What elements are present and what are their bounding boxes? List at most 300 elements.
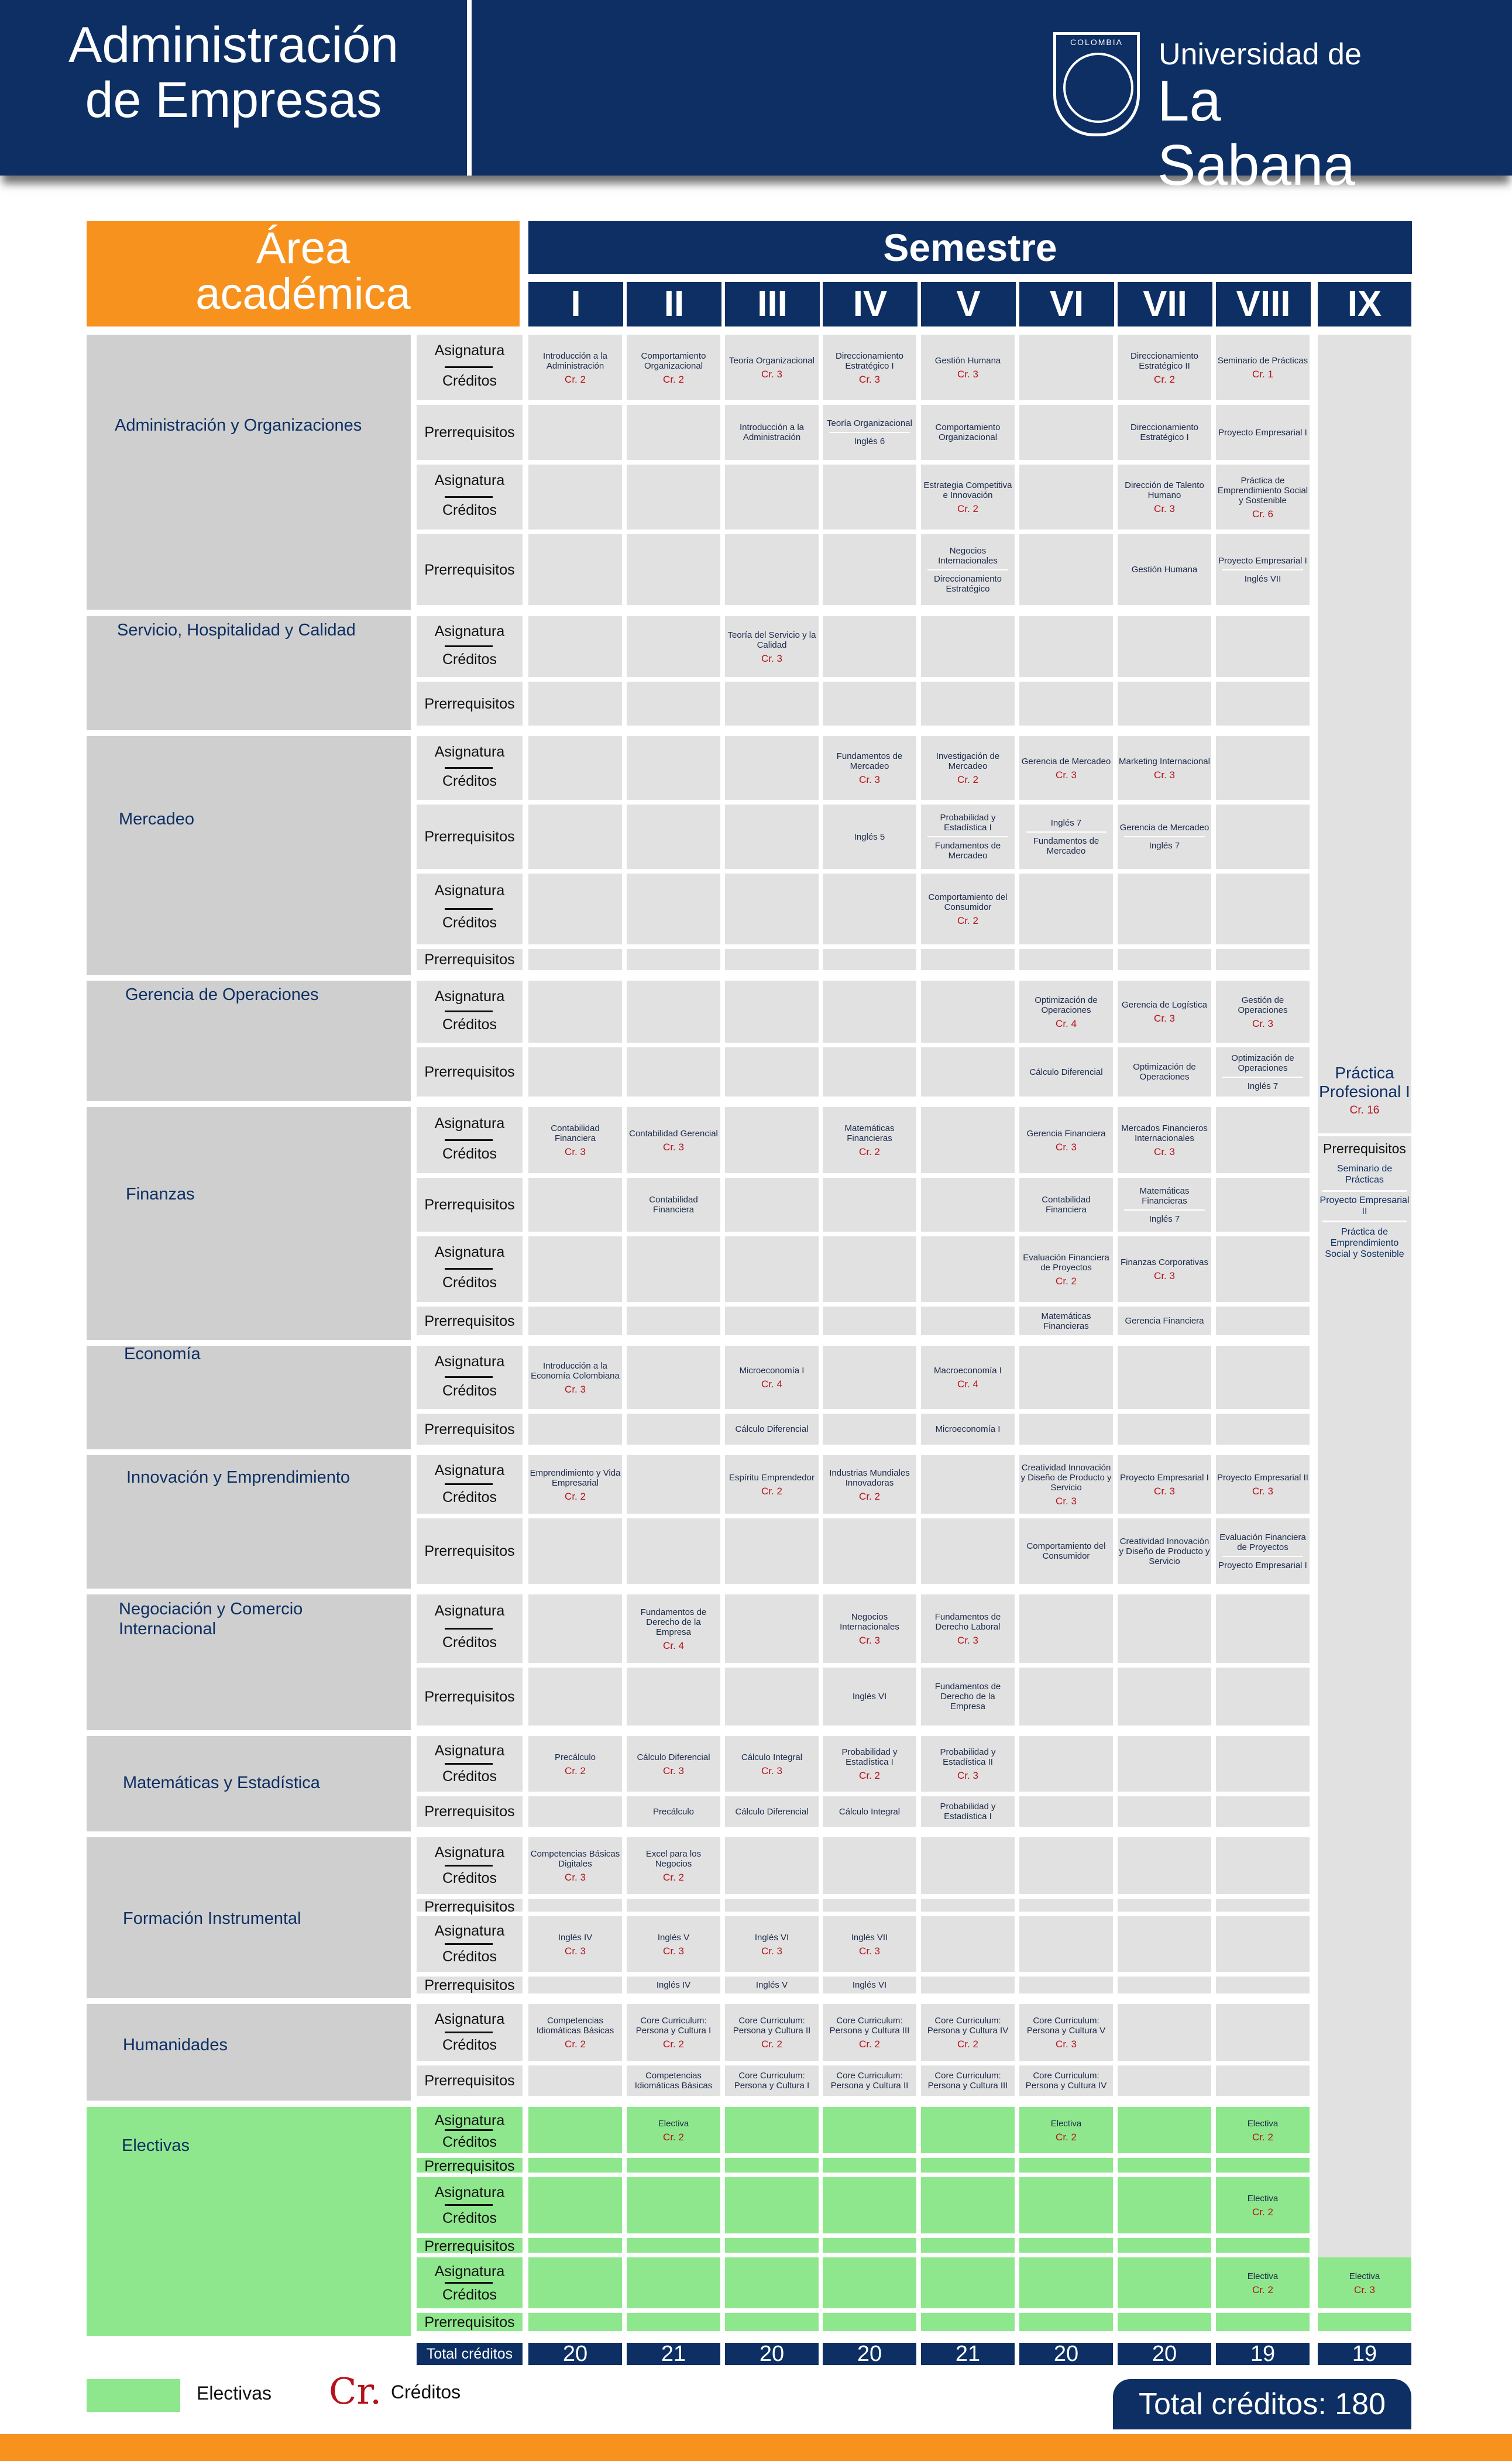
asignatura-creditos-label — [417, 2107, 523, 2153]
course-credits: Cr. 2 — [859, 1146, 880, 1157]
course-name: Contabilidad Gerencial — [629, 1128, 718, 1139]
course-cell — [1019, 1455, 1113, 1514]
empty-cell — [1216, 1346, 1310, 1409]
course-cell — [627, 2107, 720, 2153]
empty-cell — [627, 2238, 720, 2253]
empty-cell — [528, 465, 622, 530]
course-credits: Cr. 3 — [663, 1141, 684, 1153]
empty-cell — [725, 1107, 819, 1173]
course-name: Creatividad Innovación y Diseño de Producto y Servicio — [1020, 1463, 1112, 1493]
course-cell — [823, 1594, 916, 1663]
course-name: Cálculo Diferencial — [637, 1752, 710, 1762]
course-cell — [1118, 1518, 1211, 1584]
prerrequisitos-label-text: Prerrequisitos — [424, 829, 515, 845]
empty-cell — [1216, 1414, 1310, 1445]
semester-header-v: V — [921, 282, 1016, 326]
empty-cell — [1118, 1916, 1211, 1972]
area-name: Electivas — [122, 2136, 190, 2155]
empty-cell — [1216, 736, 1310, 800]
course-credits: Cr. 2 — [663, 1872, 684, 1883]
course-credits: Cr. 3 — [761, 652, 782, 664]
empty-cell — [1216, 2004, 1310, 2061]
prereq-text: Inglés VI — [852, 1692, 887, 1702]
course-name: Inglés V — [657, 1932, 690, 1943]
prereq-text: Inglés VI — [852, 1980, 887, 1990]
area-panel — [87, 1107, 411, 1340]
empty-cell — [528, 1414, 622, 1445]
empty-cell — [627, 736, 720, 800]
course-name: Fundamentos de Mercadeo — [836, 751, 903, 771]
course-cell — [528, 1346, 622, 1409]
course-credits: Cr. 3 — [663, 1765, 684, 1776]
empty-cell — [1019, 1346, 1113, 1409]
empty-cell — [1019, 1736, 1113, 1792]
empty-cell — [725, 682, 819, 726]
course-cell — [1118, 534, 1211, 605]
course-name: Negocios Internacionales — [840, 1612, 899, 1632]
empty-cell — [1216, 2158, 1310, 2173]
creditos-label: Créditos — [442, 773, 497, 790]
course-cell — [823, 1796, 916, 1827]
prereq-text: Contabilidad Financiera — [1042, 1195, 1091, 1215]
empty-cell — [725, 874, 819, 944]
prereq-text: Proyecto Empresarial I — [1218, 1560, 1307, 1570]
empty-cell — [823, 2158, 916, 2173]
course-name: Investigación de Mercadeo — [936, 751, 1000, 771]
empty-cell — [627, 874, 720, 944]
course-credits: Cr. 2 — [565, 1490, 586, 1502]
course-cell — [1118, 981, 1211, 1043]
asignatura-label: Asignatura — [434, 1244, 505, 1261]
course-cell — [921, 736, 1015, 800]
empty-cell — [921, 1837, 1015, 1894]
prerrequisitos-label-text: Prerrequisitos — [424, 2158, 515, 2174]
course-name: Gerencia de Logística — [1122, 1000, 1207, 1010]
empty-cell — [1216, 949, 1310, 970]
asignatura-creditos-label — [417, 736, 523, 800]
course-name: Espíritu Emprendedor — [729, 1473, 815, 1483]
course-name: Gerencia Financiera — [1026, 1128, 1106, 1139]
course-credits: Cr. 3 — [1154, 503, 1175, 514]
prerrequisitos-label — [417, 405, 523, 460]
empty-cell — [823, 1837, 916, 1894]
course-cell — [528, 1736, 622, 1792]
area-name: Finanzas — [126, 1185, 195, 1204]
prerrequisitos-label — [417, 1518, 523, 1584]
course-name: Marketing Internacional — [1119, 756, 1210, 767]
prerrequisitos-label — [417, 2065, 523, 2096]
empty-cell — [1216, 1668, 1310, 1726]
course-cell — [1118, 1307, 1211, 1335]
empty-cell — [528, 1594, 622, 1663]
prereq-text: Inglés 6 — [854, 436, 885, 446]
course-credits: Cr. 4 — [957, 1379, 978, 1390]
empty-cell — [627, 682, 720, 726]
empty-cell — [823, 981, 916, 1043]
empty-cell — [627, 1455, 720, 1514]
area-name: Mercadeo — [119, 810, 194, 829]
course-cell — [1118, 1047, 1211, 1097]
empty-cell — [921, 2177, 1015, 2233]
empty-cell — [1118, 2238, 1211, 2253]
prereq-text: Introducción a la Administración — [739, 422, 805, 442]
program-title-line2: de Empresas — [85, 72, 382, 128]
prerrequisitos-label — [417, 1668, 523, 1726]
empty-cell — [1118, 874, 1211, 944]
cell-separator — [927, 569, 1008, 570]
empty-cell — [823, 949, 916, 970]
empty-cell — [1019, 2313, 1113, 2331]
empty-cell — [725, 2313, 819, 2331]
course-credits: Cr. 2 — [957, 2039, 978, 2050]
course-name: Electiva — [1247, 2194, 1279, 2204]
empty-cell — [823, 2177, 916, 2233]
empty-cell — [1118, 949, 1211, 970]
label-underline — [445, 1865, 493, 1867]
prerrequisitos-label — [417, 682, 523, 726]
empty-cell — [1216, 1837, 1310, 1894]
course-cell — [627, 1977, 720, 1993]
empty-cell — [1019, 616, 1113, 677]
prerrequisitos-label-text: Prerrequisitos — [424, 1803, 515, 1820]
ix-separator — [1318, 1133, 1411, 1136]
course-name: Electiva — [658, 2118, 689, 2129]
course-credits: Cr. 4 — [1056, 1018, 1077, 1029]
empty-cell — [1118, 1736, 1211, 1792]
empty-cell — [725, 2238, 819, 2253]
empty-cell — [1019, 405, 1113, 460]
empty-cell — [725, 2177, 819, 2233]
total-creditos-semester-iii: 20 — [725, 2343, 819, 2365]
course-credits: Cr. 2 — [957, 774, 978, 785]
practica-profesional-title: Práctica Profesional I — [1319, 1064, 1410, 1101]
total-creditos-semester-ii: 21 — [627, 2343, 720, 2365]
asignatura-label: Asignatura — [434, 744, 505, 761]
empty-cell — [1118, 1899, 1211, 1912]
empty-cell — [1118, 2177, 1211, 2233]
empty-cell — [1019, 1668, 1113, 1726]
asignatura-creditos-label — [417, 1455, 523, 1514]
course-cell — [921, 1736, 1015, 1792]
course-cell — [921, 805, 1015, 869]
prereq-text: Probabilidad y Estadística I — [940, 813, 996, 833]
empty-cell — [1216, 874, 1310, 944]
prereq-text: Optimización de Operaciones — [1133, 1062, 1196, 1082]
course-cell — [1216, 1455, 1310, 1514]
prerrequisitos-label-text: Prerrequisitos — [424, 1899, 515, 1915]
label-underline — [445, 2129, 493, 2131]
empty-cell — [1118, 1414, 1211, 1445]
total-creditos-semester-vi: 20 — [1019, 2343, 1113, 2365]
legend-creditos-label: Créditos — [391, 2381, 461, 2402]
empty-cell — [528, 2065, 622, 2096]
prereq-text: Optimización de Operaciones — [1231, 1053, 1294, 1073]
prerrequisitos-label-text: Prerrequisitos — [424, 1543, 515, 1559]
label-underline — [445, 1483, 493, 1485]
empty-cell — [725, 465, 819, 530]
course-cell — [921, 1346, 1015, 1409]
empty-cell — [627, 981, 720, 1043]
area-panel — [87, 736, 411, 975]
asignatura-label: Asignatura — [434, 1115, 505, 1132]
course-cell — [1118, 805, 1211, 869]
course-name: Teoría del Servicio y la Calidad — [727, 630, 816, 650]
empty-cell — [627, 1307, 720, 1335]
prerrequisitos-label-text: Prerrequisitos — [424, 951, 515, 968]
asignatura-label: Asignatura — [434, 1742, 505, 1759]
asignatura-creditos-label — [417, 981, 523, 1043]
program-title-line1: Administración — [68, 17, 398, 73]
course-name: Inglés VI — [754, 1932, 789, 1943]
prereq-text: Direccionamiento Estratégico I — [1130, 422, 1198, 442]
course-credits: Cr. 2 — [957, 503, 978, 514]
area-heading-line2: académica — [195, 269, 411, 319]
empty-cell — [725, 1307, 819, 1335]
area-panel — [87, 335, 411, 610]
prerrequisitos-label — [417, 1047, 523, 1097]
total-creditos-semester-viii: 19 — [1216, 2343, 1310, 2365]
empty-cell — [1118, 1668, 1211, 1726]
course-name: Probabilidad y Estadística II — [940, 1747, 996, 1767]
course-cell — [1318, 2257, 1411, 2308]
course-cell — [725, 405, 819, 460]
course-cell — [1216, 405, 1310, 460]
asignatura-creditos-label — [417, 1236, 523, 1302]
prereq-text: Competencias Idiomáticas Básicas — [634, 2071, 713, 2091]
empty-cell — [528, 616, 622, 677]
empty-cell — [1216, 1916, 1310, 1972]
empty-cell — [1019, 1977, 1113, 1993]
empty-cell — [921, 1178, 1015, 1232]
asignatura-label: Asignatura — [434, 1603, 505, 1620]
prerrequisitos-label-text: Prerrequisitos — [424, 1064, 515, 1080]
header-bar — [0, 0, 1512, 197]
course-cell — [1216, 981, 1310, 1043]
empty-cell — [1019, 1414, 1113, 1445]
empty-cell — [528, 2107, 622, 2153]
course-credits: Cr. 2 — [1252, 2284, 1273, 2295]
course-cell — [921, 1796, 1015, 1827]
empty-cell — [921, 2257, 1015, 2308]
empty-cell — [823, 1236, 916, 1302]
course-cell — [627, 1837, 720, 1894]
prerrequisitos-label-text: Prerrequisitos — [424, 424, 515, 441]
course-credits: Cr. 3 — [1252, 1486, 1273, 1497]
asignatura-creditos-label — [417, 1107, 523, 1173]
empty-cell — [1118, 1346, 1211, 1409]
label-underline — [445, 1943, 493, 1945]
course-cell — [1216, 335, 1310, 400]
empty-cell — [1216, 805, 1310, 869]
course-credits: Cr. 3 — [761, 1945, 782, 1957]
prerrequisitos-label — [417, 1414, 523, 1445]
course-cell — [921, 335, 1015, 400]
practica-profesional-credits: Cr. 16 — [1349, 1104, 1380, 1116]
course-name: Probabilidad y Estadística I — [841, 1747, 898, 1767]
course-credits: Cr. 3 — [761, 369, 782, 380]
semester-header-viii: VIII — [1216, 282, 1311, 326]
course-credits: Cr. 3 — [1154, 769, 1175, 781]
empty-cell — [528, 2177, 622, 2233]
empty-cell — [528, 874, 622, 944]
course-cell — [528, 335, 622, 400]
course-name: Electiva — [1247, 2118, 1279, 2129]
prereq-text: Evaluación Financiera de Proyectos — [1219, 1532, 1306, 1552]
prereq-text: Probabilidad y Estadística I — [940, 1802, 996, 1821]
asignatura-label: Asignatura — [434, 472, 505, 489]
empty-cell — [1118, 1837, 1211, 1894]
course-credits: Cr. 3 — [957, 1770, 978, 1781]
prereq-text: Cálculo Diferencial — [735, 1424, 809, 1434]
course-cell — [1019, 1307, 1113, 1335]
asignatura-label: Asignatura — [434, 2112, 505, 2129]
course-credits: Cr. 3 — [761, 1765, 782, 1776]
creditos-label: Créditos — [442, 2287, 497, 2304]
empty-cell — [725, 2257, 819, 2308]
course-cell — [725, 1736, 819, 1792]
practica-prereq-3: Práctica de Emprendimiento Social y Sostenible — [1325, 1227, 1404, 1259]
empty-cell — [823, 465, 916, 530]
prereq-text: Direccionamiento Estratégico — [934, 573, 1002, 594]
asignatura-creditos-label — [417, 1346, 523, 1409]
course-credits: Cr. 3 — [565, 1945, 586, 1957]
label-underline — [445, 366, 493, 368]
course-credits: Cr. 3 — [1056, 1496, 1077, 1507]
area-name: Negociación y Comercio Internacional — [119, 1600, 303, 1638]
course-name: Inglés IV — [558, 1932, 593, 1943]
course-credits: Cr. 2 — [1252, 2206, 1273, 2218]
prereq-text: Matemáticas Financieras — [1041, 1311, 1091, 1331]
empty-cell — [528, 1518, 622, 1584]
course-name: Comportamiento Organizacional — [641, 350, 706, 371]
course-cell — [627, 1796, 720, 1827]
prerrequisitos-label — [417, 1796, 523, 1827]
course-cell — [1216, 2257, 1310, 2308]
empty-cell — [1019, 335, 1113, 400]
area-name: Administración y Organizaciones — [115, 416, 362, 435]
label-underline — [445, 645, 493, 647]
course-credits: Cr. 4 — [761, 1379, 782, 1390]
empty-cell — [921, 1916, 1015, 1972]
course-cell — [725, 1977, 819, 1993]
total-creditos-semester-ix: 19 — [1318, 2343, 1411, 2365]
empty-cell — [1019, 1899, 1113, 1912]
cell-separator — [1222, 1077, 1303, 1078]
prerrequisitos-label-text: Prerrequisitos — [424, 1312, 515, 1329]
course-credits: Cr. 3 — [565, 1872, 586, 1883]
empty-cell — [725, 2107, 819, 2153]
semester-header-ix: IX — [1318, 282, 1411, 326]
prerrequisitos-label-text: Prerrequisitos — [424, 2314, 515, 2331]
university-logo — [1053, 32, 1404, 197]
empty-cell — [725, 1668, 819, 1726]
empty-cell — [627, 534, 720, 605]
prereq-text: Inglés 7 — [1050, 817, 1082, 828]
empty-cell — [1216, 1736, 1310, 1792]
cell-separator — [1026, 831, 1106, 833]
course-cell — [1118, 1178, 1211, 1232]
course-cell — [725, 1796, 819, 1827]
empty-cell — [627, 405, 720, 460]
empty-cell — [823, 1047, 916, 1097]
course-cell — [823, 1977, 916, 1993]
creditos-label: Créditos — [442, 1382, 497, 1399]
prerrequisitos-label — [417, 2313, 523, 2331]
prerrequisitos-label — [417, 2158, 523, 2173]
prerrequisitos-label — [417, 2238, 523, 2253]
empty-cell — [627, 2313, 720, 2331]
empty-cell — [725, 534, 819, 605]
course-name: Core Curriculum: Persona y Cultura V — [1026, 2016, 1106, 2036]
legend-cr-symbol: Cr. — [329, 2370, 382, 2412]
asignatura-creditos-label — [417, 465, 523, 530]
empty-cell — [921, 1307, 1015, 1335]
prereq-text: Inglés IV — [656, 1980, 691, 1990]
prerrequisitos-label — [417, 534, 523, 605]
empty-cell — [1118, 2158, 1211, 2173]
course-cell — [1019, 1107, 1113, 1173]
asignatura-creditos-label — [417, 1916, 523, 1972]
empty-cell — [1118, 2065, 1211, 2096]
empty-cell — [1118, 1796, 1211, 1827]
course-cell — [1019, 2004, 1113, 2061]
area-heading — [87, 221, 520, 326]
asignatura-label: Asignatura — [434, 988, 505, 1005]
course-credits: Cr. 2 — [663, 373, 684, 385]
prereq-text: Matemáticas Financieras — [1139, 1185, 1190, 1206]
prereq-text: Proyecto Empresarial I — [1218, 427, 1307, 438]
empty-cell — [1019, 2257, 1113, 2308]
course-cell — [1216, 534, 1310, 605]
empty-cell — [823, 682, 916, 726]
asignatura-creditos-label — [417, 2177, 523, 2233]
asignatura-creditos-label — [417, 335, 523, 400]
course-credits: Cr. 3 — [1154, 1146, 1175, 1157]
prereq-text: Comportamiento del Consumidor — [1026, 1541, 1106, 1561]
asignatura-label: Asignatura — [434, 1353, 505, 1370]
prereq-text: Inglés 7 — [1149, 841, 1180, 851]
prereq-text: Microeconomía I — [935, 1424, 1001, 1434]
prerrequisitos-label — [417, 1899, 523, 1915]
empty-cell — [1019, 2177, 1113, 2233]
course-name: Contabilidad Financiera — [551, 1123, 600, 1143]
course-cell — [921, 874, 1015, 944]
prereq-text: Fundamentos de Derecho de la Empresa — [934, 1682, 1001, 1711]
course-credits: Cr. 2 — [761, 2039, 782, 2050]
course-cell — [1019, 1178, 1113, 1232]
asignatura-label: Asignatura — [434, 882, 505, 899]
empty-cell — [725, 805, 819, 869]
prereq-text: Inglés 7 — [1247, 1081, 1279, 1091]
course-credits: Cr. 2 — [663, 2039, 684, 2050]
creditos-label: Créditos — [442, 1489, 497, 1506]
empty-cell — [1118, 1977, 1211, 1993]
course-cell — [725, 2065, 819, 2096]
course-name: Microeconomía I — [739, 1366, 805, 1376]
course-cell — [823, 405, 916, 460]
empty-cell — [1318, 2313, 1411, 2331]
course-name: Teoría Organizacional — [729, 356, 815, 366]
course-cell — [1019, 1047, 1113, 1097]
empty-cell — [1019, 949, 1113, 970]
label-underline — [445, 496, 493, 498]
cell-separator — [829, 432, 909, 433]
total-creditos-semester-iv: 20 — [823, 2343, 916, 2365]
course-cell — [823, 1107, 916, 1173]
asignatura-label: Asignatura — [434, 2184, 505, 2201]
empty-cell — [921, 981, 1015, 1043]
empty-cell — [725, 981, 819, 1043]
